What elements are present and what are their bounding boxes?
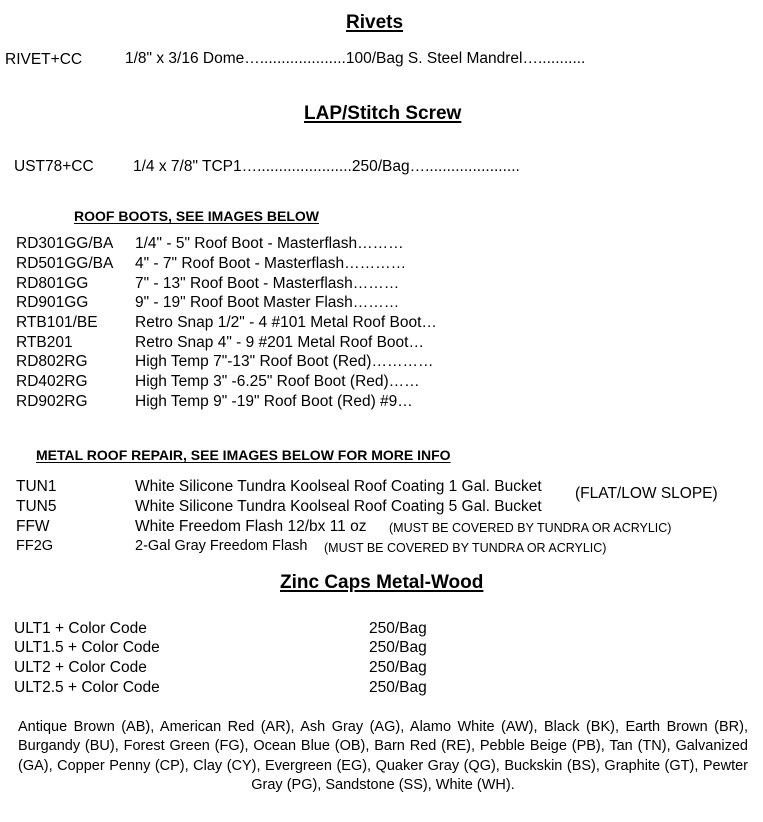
boot-code: RD801GG (16, 275, 89, 292)
zinc-code: ULT1.5 + Color Code (14, 639, 160, 656)
rivet-description: 1/8" x 3/16 Dome…....................100/Bag S. Steel Mandrel…........... (125, 50, 586, 67)
repair-code: FFW (16, 518, 50, 535)
rivets-heading: Rivets (346, 12, 404, 33)
repair-description: White Silicone Tundra Koolseal Roof Coating 5 Gal. Bucket (135, 498, 542, 515)
boot-description: 4" - 7" Roof Boot - Masterflash………… (135, 255, 407, 272)
repair-description: 2-Gal Gray Freedom Flash (135, 538, 308, 554)
zinc-qty: 250/Bag (369, 659, 427, 676)
zinc-caps-heading: Zinc Caps Metal-Wood (280, 572, 484, 593)
zinc-qty: 250/Bag (369, 620, 427, 637)
boot-description: Retro Snap 4" - 9 #201 Metal Roof Boot… (135, 334, 424, 351)
repair-code: TUN5 (16, 498, 57, 515)
boot-code: RTB201 (16, 334, 73, 351)
zinc-qty: 250/Bag (369, 679, 427, 696)
zinc-qty: 250/Bag (369, 639, 427, 656)
lap-heading: LAP/Stitch Screw (304, 103, 462, 124)
repair-code: TUN1 (16, 478, 57, 495)
boot-code: RD501GG/BA (16, 255, 114, 272)
boot-code: RTB101/BE (16, 314, 98, 331)
zinc-code: ULT1 + Color Code (14, 620, 147, 637)
boot-description: High Temp 7"-13" Roof Boot (Red)………… (135, 353, 434, 370)
boot-code: RD301GG/BA (16, 235, 114, 252)
boot-code: RD802RG (16, 353, 88, 370)
repair-note: (MUST BE COVERED BY TUNDRA OR ACRYLIC) (324, 541, 607, 555)
lap-description: 1/4 x 7/8" TCP1…......................250/Bag…...................... (133, 158, 520, 175)
zinc-code: ULT2 + Color Code (14, 659, 147, 676)
repair-code: FF2G (16, 538, 54, 554)
flat-low-slope-note: (FLAT/LOW SLOPE) (575, 485, 718, 502)
lap-code: UST78+CC (14, 158, 94, 175)
boot-description: 7" - 13" Roof Boot - Masterflash……… (135, 275, 400, 292)
repair-description: White Silicone Tundra Koolseal Roof Coating 1 Gal. Bucket (135, 478, 542, 495)
boot-description: 1/4" - 5" Roof Boot - Masterflash……… (135, 235, 404, 252)
roof-boots-heading: ROOF BOOTS, SEE IMAGES BELOW (74, 208, 320, 224)
boot-description: Retro Snap 1/2" - 4 #101 Metal Roof Boot… (135, 314, 437, 331)
boot-description: 9" - 19" Roof Boot Master Flash……… (135, 294, 400, 311)
boot-description: High Temp 9" -19" Roof Boot (Red) #9… (135, 393, 413, 410)
repair-description: White Freedom Flash 12/bx 11 oz (135, 518, 367, 535)
boot-code: RD402RG (16, 373, 88, 390)
boot-description: High Temp 3" -6.25" Roof Boot (Red)…… (135, 373, 420, 390)
color-code-list: Antique Brown (AB), American Red (AR), Ash Gray (AG), Alamo White (AW), Black (BK), Earth Brown (BR), Burgandy (BU), Forest Green (FG), Ocean Blue (OB), Barn Red (RE), Pebble Beige (PB), Tan (TN), Galvanized (GA), Copper Penny (CP), Clay (CY), Evergreen (EG), Quaker Gray (QG), Buckskin (BS), Graphite (GT), Pewter Gray (PG), Sandstone (SS), White (WH). (18, 719, 748, 794)
boot-code: RD901GG (16, 294, 89, 311)
repair-note: (MUST BE COVERED BY TUNDRA OR ACRYLIC) (389, 521, 672, 535)
rivet-code: RIVET+CC (5, 51, 83, 68)
zinc-code: ULT2.5 + Color Code (14, 679, 160, 696)
boot-code: RD902RG (16, 393, 88, 410)
metal-roof-repair-heading: METAL ROOF REPAIR, SEE IMAGES BELOW FOR MORE INFO (36, 447, 451, 463)
